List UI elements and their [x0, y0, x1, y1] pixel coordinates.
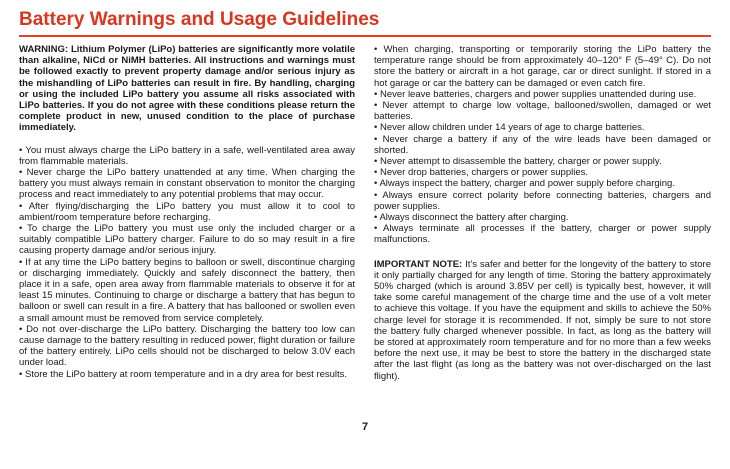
right-column [374, 44, 711, 382]
list-item: • You must always charge the LiPo battery in a safe, well-ventilated area away from flammable materials. [19, 144, 355, 167]
list-item: • Never attempt to charge low voltage, ballooned/swollen, damaged or wet batteries. [374, 100, 711, 123]
list-item: • Never drop batteries, chargers or power supplies. [374, 167, 589, 179]
title-divider [19, 35, 711, 37]
important-note-label: IMPORTANT NOTE: [374, 258, 463, 270]
list-item: • Never leave batteries, chargers and power supplies unattended during use. [374, 88, 697, 100]
right-bullet-list [374, 44, 711, 246]
list-item: • Never charge a battery if any of the wire leads have been damaged or shorted. [374, 133, 711, 156]
list-item: • If at any time the LiPo battery begins to balloon or swell, discontinue charging or discharging immediately. Quickly and safely disconnect the battery, then place it in a safe, open area away from flammable materials to observe it for at least 15 minutes. Continuing to charge or discharge a battery that has begun to balloon or swell can result in a fire. A battery that has ballooned or swollen even a small amount must be removed from service completely. [19, 256, 355, 324]
list-item: • Do not over-discharge the LiPo battery. Discharging the battery too low can cause damage to the battery resulting in reduced power, flight duration or failure of the battery entirely. LiPo cells should not be discharged to below 3.0V each under load. [19, 323, 355, 369]
list-item: • After flying/discharging the LiPo battery you must allow it to cool to ambient/room temperature before recharging. [19, 200, 355, 223]
important-note [374, 259, 711, 382]
list-item: • Always disconnect the battery after charging. [374, 212, 569, 224]
list-item: • Always terminate all processes if the battery, charger or power supply malfunctions. [374, 223, 711, 246]
left-column [19, 44, 355, 380]
list-item: • Never attempt to disassemble the battery, charger or power supply. [374, 156, 662, 168]
list-item: • Always inspect the battery, charger and power supply before charging. [374, 178, 675, 190]
list-item: • Never charge the LiPo battery unattended at any time. When charging the battery you must always remain in constant observation to monitor the charging process and react immediately to any potential problems that may occur. [19, 167, 355, 201]
page-number: 7 [361, 421, 369, 433]
important-note-text: It’s safer and better for the longevity of the battery to store it only partially charged for any length of time. Storing the battery approximately 50% charged (which is around 3.85V per cell) is typically best, however, it will take some careful management of the charge time and the use of a volt meter to achieve this voltage. If you have the equipment and skills to achieve the 50% charge level for storage it is recommended. If not, simply be sure to not store the battery fully charged whenever possible. In fact, as long as the battery will be stored at approximately room temperature and for no more than a few weeks before the next use, it may be best to store the battery in the discharged state after the last flight (as long as the battery was not over-discharged on the last flight). [374, 258, 711, 382]
list-item: • Store the LiPo battery at room temperature and in a dry area for best results. [19, 368, 348, 380]
list-item: • Always ensure correct polarity before connecting batteries, chargers and power supplies. [374, 189, 711, 212]
list-item: • To charge the LiPo battery you must use only the included charger or a suitably compatible LiPo battery charger. Failure to do so may result in a fire causing property damage and/or serious injury. [19, 223, 355, 257]
page-title: Battery Warnings and Usage Guidelines [19, 9, 380, 30]
list-item: • Never allow children under 14 years of age to charge batteries. [374, 122, 645, 134]
list-item: • When charging, transporting or temporarily storing the LiPo battery the temperature range should be from approximately 40–120° F (5–49° C). Do not store the battery or aircraft in a hot garage, car or direct sunlight. If stored in a hot garage or car the battery can be damaged or even catch fire. [374, 44, 711, 89]
left-bullet-list [19, 145, 355, 380]
warning-paragraph: WARNING: Lithium Polymer (LiPo) batteries are significantly more volatile than alkaline, NiCd or NiMH batteries. All instructions and warnings must be followed exactly to prevent property damage and/or serious injury as the mishandling of LiPo batteries can result in fire. By handling, charging or using the included LiPo battery you assume all risks associated with LiPo batteries. If you do not agree with these conditions please return the complete product in new, unused condition to the place of purchase immediately. [19, 44, 355, 134]
